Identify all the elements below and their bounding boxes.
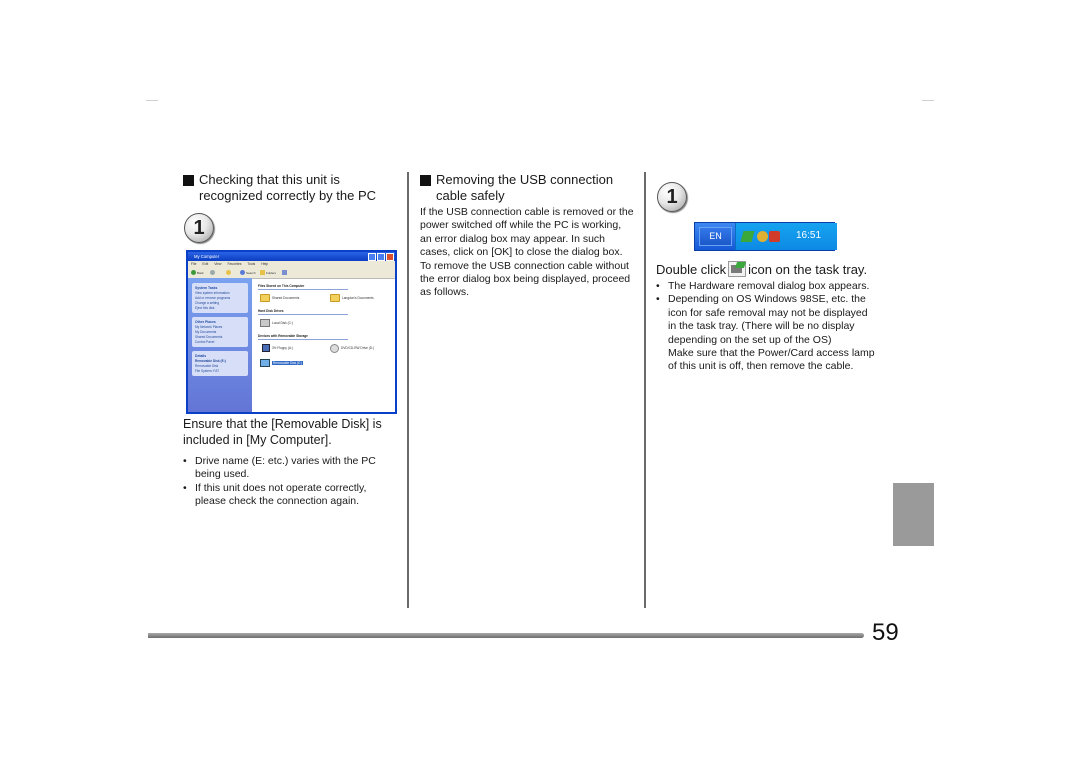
menu-view: View xyxy=(214,262,222,266)
note-list xyxy=(656,280,878,347)
up-folder-icon xyxy=(226,270,231,275)
column-check-recognition xyxy=(183,172,397,204)
list-item: • Depending on OS Windows 98SE, etc. the icon for safe removal may not be displayed in the task tray. (There will be no display depending on the set up of the OS) xyxy=(656,293,878,347)
group-header: Files Stored on This Computer xyxy=(258,283,348,290)
window-title: My Computer xyxy=(194,254,220,259)
panel-item: File System: FAT xyxy=(195,369,220,373)
footer-bar xyxy=(148,633,864,638)
list-item xyxy=(330,293,374,303)
panel-title: Other Places xyxy=(195,320,216,324)
folders-label: Folders xyxy=(266,271,277,275)
panel-title: Details xyxy=(195,354,207,358)
note-list xyxy=(183,455,397,509)
back-label: Back xyxy=(197,271,204,275)
folder-icon xyxy=(330,294,340,302)
menu-file: File xyxy=(191,262,197,266)
language-indicator: EN xyxy=(699,227,732,246)
column-tray-instructions xyxy=(656,261,878,374)
clock: 16:51 xyxy=(796,230,822,241)
my-computer-screenshot xyxy=(186,250,397,414)
panel-item: My Documents xyxy=(195,330,217,334)
cd-drive-icon xyxy=(330,344,339,353)
panel-item: Add or remove programs xyxy=(195,296,231,300)
list-item xyxy=(260,318,293,328)
square-bullet-icon xyxy=(420,175,431,186)
instruction-text-start: Double click xyxy=(656,262,727,277)
other-places-panel xyxy=(192,317,248,347)
group-row xyxy=(258,315,391,330)
list-item xyxy=(330,343,374,353)
group-row xyxy=(258,290,391,305)
forward-icon xyxy=(210,270,215,275)
details-panel xyxy=(192,351,248,376)
item-label: Shared Documents xyxy=(272,296,300,300)
menu-bar xyxy=(188,261,395,268)
instruction-text xyxy=(656,261,878,278)
task-tray-screenshot xyxy=(694,222,835,251)
page-number: 59 xyxy=(872,619,899,646)
section-heading-text: Removing the USB connection cable safely xyxy=(436,172,614,203)
list-item-removable-disk xyxy=(260,358,303,368)
search-icon xyxy=(240,270,245,275)
system-tasks-panel xyxy=(192,283,248,313)
safely-remove-hardware-icon xyxy=(741,231,755,242)
section-heading-text: Checking that this unit is recognized correctly by the PC xyxy=(199,172,377,203)
group-row xyxy=(258,355,391,370)
body-text: If the USB connection cable is removed or the power switched off while the PC is working, an error dialog box may appear. In such cases, click on [OK] to close the dialog box. To remove the USB connection cable without the error dialog box being displayed, proceed as follows. xyxy=(420,206,634,299)
item-label: 3½ Floppy (A:) xyxy=(272,346,293,350)
close-icon xyxy=(386,253,394,261)
section-heading xyxy=(420,172,634,204)
item-label: Langdon's Documents xyxy=(342,296,374,300)
window-titlebar xyxy=(188,252,395,261)
menu-help: Help xyxy=(261,262,269,266)
group-header: Devices with Removable Storage xyxy=(258,333,348,340)
folders-icon xyxy=(260,270,265,275)
square-bullet-icon xyxy=(183,175,194,186)
notification-area xyxy=(735,223,837,250)
section-heading xyxy=(183,172,397,204)
network-icon xyxy=(757,231,768,242)
item-label: DVD/CD-RW Drive (D:) xyxy=(341,346,375,350)
instruction-text-end: icon on the task tray. xyxy=(748,262,868,277)
list-item xyxy=(262,343,293,353)
back-icon xyxy=(191,270,196,275)
panel-item: Change a setting xyxy=(195,301,220,305)
column-remove-usb xyxy=(420,172,634,300)
panel-item: View system information xyxy=(195,291,230,295)
column-divider xyxy=(407,172,409,608)
panel-item: Shared Documents xyxy=(195,335,223,339)
list-item: • Drive name (E: etc.) varies with the PC being used. xyxy=(183,455,397,482)
panel-item: Removable Disk (E:) xyxy=(195,359,226,363)
menu-edit: Edit xyxy=(202,262,209,266)
folder-icon xyxy=(260,294,270,302)
views-icon xyxy=(282,270,287,275)
item-label: Local Disk (C:) xyxy=(272,321,293,325)
search-label: Search xyxy=(246,271,256,275)
step-1-badge: 1 xyxy=(657,182,687,212)
panel-item: Removable Disk xyxy=(195,364,219,368)
item-label: Removable Disk (E:) xyxy=(273,361,303,365)
menu-tools: Tools xyxy=(247,262,256,266)
menu-favorites: Favorites xyxy=(227,262,242,266)
removable-disk-icon xyxy=(260,359,270,367)
security-alert-icon xyxy=(769,231,780,242)
panel-item: Control Panel xyxy=(195,340,215,344)
maximize-icon xyxy=(377,253,385,261)
chapter-tab xyxy=(893,483,934,546)
floppy-icon xyxy=(262,344,270,352)
group-row xyxy=(258,340,391,355)
instruction-text: Ensure that the [Removable Disk] is included in [My Computer]. xyxy=(183,417,382,447)
column-check-text xyxy=(183,416,397,509)
list-item: • The Hardware removal dialog box appears. xyxy=(656,280,878,293)
drive-list-pane xyxy=(254,278,395,412)
crop-mark-right xyxy=(922,100,934,101)
step-1-badge: 1 xyxy=(184,213,214,243)
safely-remove-hardware-icon xyxy=(728,261,746,277)
group-header: Hard Disk Drives xyxy=(258,308,348,315)
minimize-icon xyxy=(368,253,376,261)
hard-drive-icon xyxy=(260,319,270,327)
panel-item: My Network Places xyxy=(195,325,223,329)
crop-mark-left xyxy=(146,100,158,101)
list-item: • If this unit does not operate correctly, please check the connection again. xyxy=(183,482,397,509)
column-divider xyxy=(644,172,646,608)
note-text: Make sure that the Power/Card access lamp of this unit is off, then remove the cable. xyxy=(668,347,875,373)
panel-item: Eject this disk xyxy=(195,306,215,310)
task-pane xyxy=(188,278,252,412)
list-item xyxy=(260,293,299,303)
panel-title: System Tasks xyxy=(195,286,218,290)
